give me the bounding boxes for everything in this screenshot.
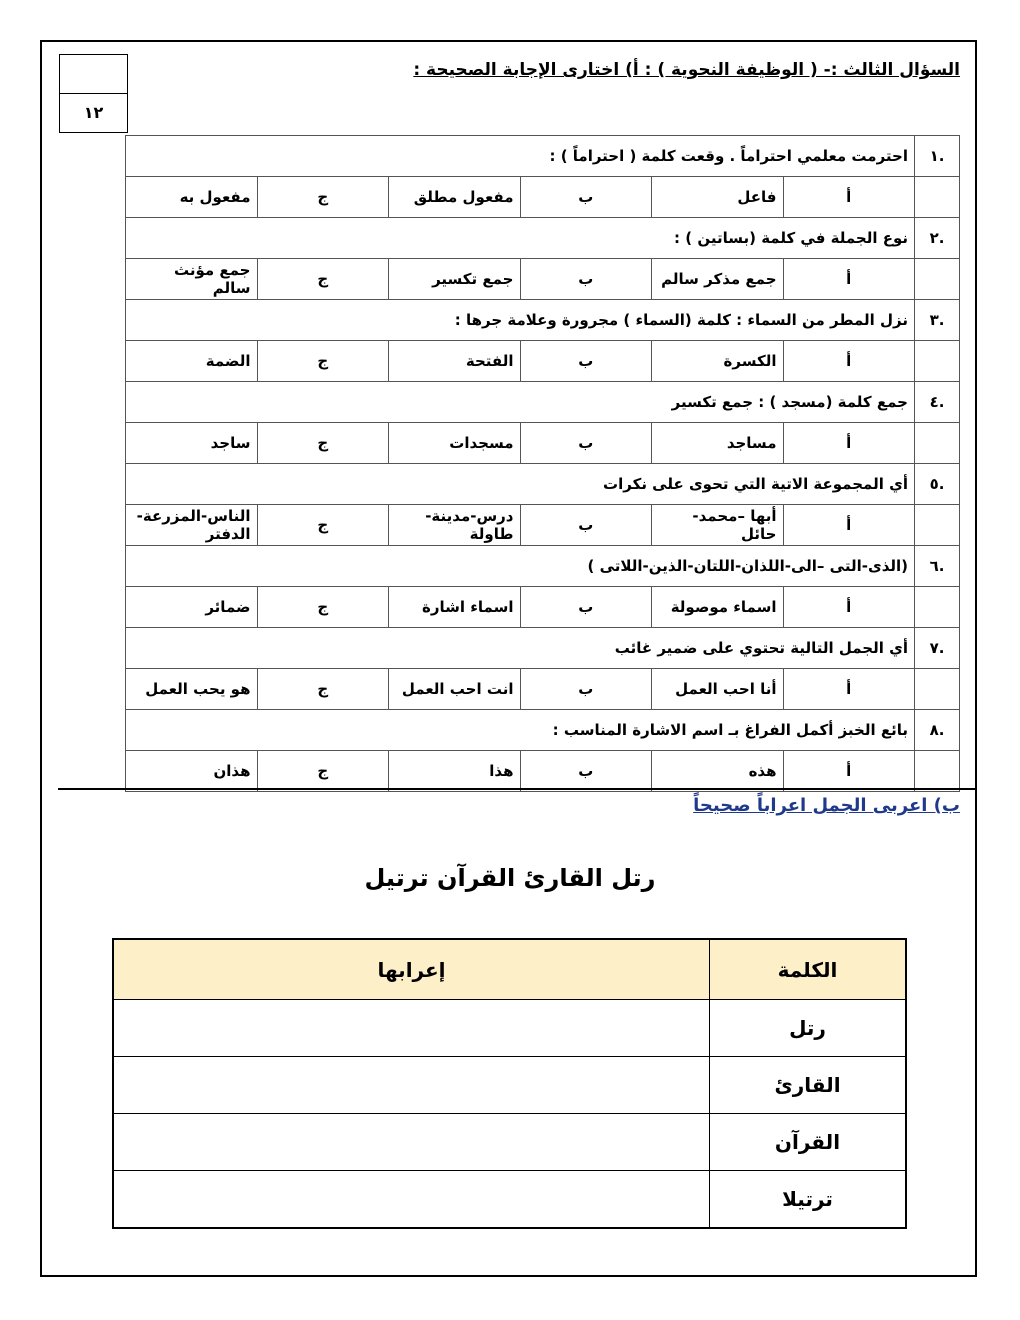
question-row <box>126 136 960 177</box>
option-letter-a: أ <box>783 259 915 300</box>
question-number: .٥ <box>915 464 960 505</box>
question-row <box>126 464 960 505</box>
options-row <box>126 341 960 382</box>
option-letter-c: ج <box>257 341 389 382</box>
answer-cell[interactable] <box>915 423 960 464</box>
question-number: .١ <box>915 136 960 177</box>
option-letter-c: ج <box>257 177 389 218</box>
question-text: نوع الجملة في كلمة (بساتين ) : <box>126 218 915 259</box>
option-letter-b: ب <box>520 423 652 464</box>
option-letter-a: أ <box>783 587 915 628</box>
question-number: .٨ <box>915 710 960 751</box>
option-b[interactable]: مفعول مطلق <box>389 177 521 218</box>
option-letter-b: ب <box>520 341 652 382</box>
question-row <box>126 710 960 751</box>
options-row <box>126 587 960 628</box>
options-row <box>126 423 960 464</box>
option-letter-b: ب <box>520 177 652 218</box>
parsing-word: رتل <box>710 1000 907 1057</box>
option-c[interactable]: الناس-المزرعة-الدفتر <box>126 505 258 546</box>
divider <box>58 788 976 790</box>
answer-cell[interactable] <box>915 669 960 710</box>
parsing-row <box>113 1000 906 1057</box>
score-empty-cell[interactable] <box>60 55 127 94</box>
question-title: السؤال الثالث :- ( الوظيفة النحوية ) : أ) اختارى الإجابة الصحيحة : <box>413 60 960 80</box>
option-letter-c: ج <box>257 751 389 792</box>
option-letter-b: ب <box>520 259 652 300</box>
question-text: بائع الخبز أكمل الفراغ بـ اسم الاشارة المناسب : <box>126 710 915 751</box>
option-c[interactable]: هذان <box>126 751 258 792</box>
option-b[interactable]: مسجدات <box>389 423 521 464</box>
option-b[interactable]: درس-مدينة- طاولة <box>389 505 521 546</box>
option-letter-a: أ <box>783 751 915 792</box>
answer-cell[interactable] <box>915 259 960 300</box>
questions-table <box>125 135 960 792</box>
parsing-answer-cell[interactable] <box>113 1057 710 1114</box>
parsing-word: القرآن <box>710 1114 907 1171</box>
answer-cell[interactable] <box>915 587 960 628</box>
option-b[interactable]: جمع تكسير <box>389 259 521 300</box>
option-a[interactable]: أنا احب العمل <box>652 669 784 710</box>
option-letter-c: ج <box>257 669 389 710</box>
option-b[interactable]: اسماء اشارة <box>389 587 521 628</box>
option-c[interactable]: ساجد <box>126 423 258 464</box>
question-text: جمع كلمة (مسجد ) : جمع تكسير <box>126 382 915 423</box>
option-c[interactable]: الضمة <box>126 341 258 382</box>
header-parsing: إعرابها <box>113 939 710 1000</box>
option-c[interactable]: مفعول به <box>126 177 258 218</box>
score-box <box>59 54 128 133</box>
question-number: .٧ <box>915 628 960 669</box>
parsing-row <box>113 1057 906 1114</box>
option-a[interactable]: أبها –محمد-حائل <box>652 505 784 546</box>
question-text: احترمت معلمي احتراماً . وقعت كلمة ( احتراماً ) : <box>126 136 915 177</box>
option-a[interactable]: اسماء موصولة <box>652 587 784 628</box>
answer-cell[interactable] <box>915 751 960 792</box>
options-row <box>126 751 960 792</box>
parsing-word: ترتيلا <box>710 1171 907 1229</box>
question-number: .٦ <box>915 546 960 587</box>
option-letter-b: ب <box>520 751 652 792</box>
parsing-table <box>112 938 907 1229</box>
option-letter-c: ج <box>257 259 389 300</box>
answer-cell[interactable] <box>915 341 960 382</box>
question-row <box>126 382 960 423</box>
parse-sentence: رتل القارئ القرآن ترتيل <box>364 864 656 892</box>
parsing-answer-cell[interactable] <box>113 1171 710 1229</box>
question-text: أي الجمل التالية تحتوي على ضمير غائب <box>126 628 915 669</box>
option-a[interactable]: مساجد <box>652 423 784 464</box>
option-letter-c: ج <box>257 423 389 464</box>
option-letter-a: أ <box>783 669 915 710</box>
options-row <box>126 669 960 710</box>
score-grade: ١٢ <box>83 103 104 122</box>
question-row <box>126 218 960 259</box>
question-number: .٣ <box>915 300 960 341</box>
option-letter-b: ب <box>520 587 652 628</box>
parsing-row <box>113 1114 906 1171</box>
question-text: نزل المطر من السماء : كلمة (السماء ) مجرورة وعلامة جرها : <box>126 300 915 341</box>
question-row <box>126 546 960 587</box>
option-b[interactable]: الفتحة <box>389 341 521 382</box>
option-letter-a: أ <box>783 177 915 218</box>
option-letter-c: ج <box>257 505 389 546</box>
option-letter-a: أ <box>783 505 915 546</box>
option-a[interactable]: فاعل <box>652 177 784 218</box>
options-row <box>126 177 960 218</box>
question-text: (الذى-التى –الى-اللذان-اللتان-الذين-اللاتى ) <box>126 546 915 587</box>
header-word: الكلمة <box>710 939 907 1000</box>
option-b[interactable]: هذا <box>389 751 521 792</box>
question-row <box>126 628 960 669</box>
question-row <box>126 300 960 341</box>
option-c[interactable]: هو يحب العمل <box>126 669 258 710</box>
parsing-row <box>113 1171 906 1229</box>
option-c[interactable]: جمع مؤنث سالم <box>126 259 258 300</box>
question-number: .٤ <box>915 382 960 423</box>
parsing-answer-cell[interactable] <box>113 1114 710 1171</box>
parsing-header-row <box>113 939 906 1000</box>
parsing-word: القارئ <box>710 1057 907 1114</box>
option-letter-b: ب <box>520 505 652 546</box>
parsing-answer-cell[interactable] <box>113 1000 710 1057</box>
answer-cell[interactable] <box>915 177 960 218</box>
answer-cell[interactable] <box>915 505 960 546</box>
part-b-title: ب) اعربى الجمل اعراباً صحيحاً <box>693 795 960 816</box>
options-row <box>126 259 960 300</box>
question-number: .٢ <box>915 218 960 259</box>
question-text: أي المجموعة الاتية التي تحوى على نكرات <box>126 464 915 505</box>
option-a[interactable]: جمع مذكر سالم <box>652 259 784 300</box>
option-a[interactable]: الكسرة <box>652 341 784 382</box>
option-letter-b: ب <box>520 669 652 710</box>
option-b[interactable]: انت احب العمل <box>389 669 521 710</box>
option-a[interactable]: هذه <box>652 751 784 792</box>
option-c[interactable]: ضمائر <box>126 587 258 628</box>
option-letter-c: ج <box>257 587 389 628</box>
option-letter-a: أ <box>783 423 915 464</box>
option-letter-a: أ <box>783 341 915 382</box>
options-row <box>126 505 960 546</box>
